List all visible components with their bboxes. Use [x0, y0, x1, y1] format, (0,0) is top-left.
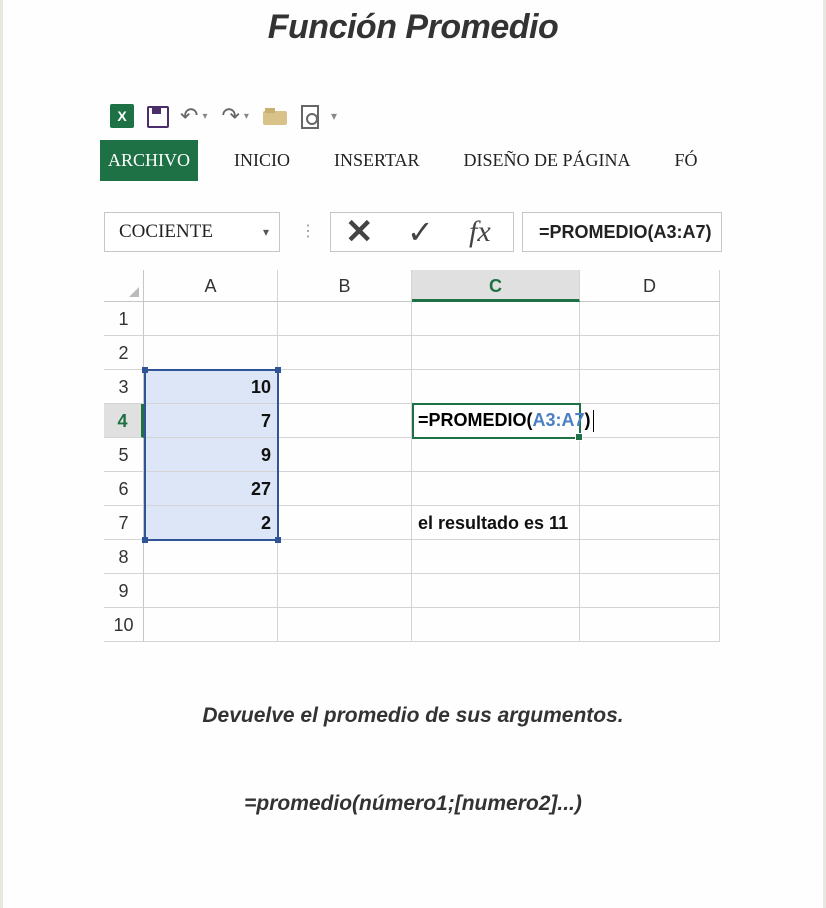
cell-d3[interactable] — [580, 370, 720, 404]
formula-input[interactable]: =PROMEDIO(A3:A7) — [522, 212, 722, 252]
cell-d6[interactable] — [580, 472, 720, 506]
undo-icon[interactable]: ↶ — [180, 103, 199, 128]
cell-c9[interactable] — [412, 574, 580, 608]
row-header-10[interactable]: 10 — [104, 608, 144, 642]
ribbon-tabs — [100, 138, 720, 182]
cell-a3[interactable]: 10 — [144, 370, 278, 404]
cell-a8[interactable] — [144, 540, 278, 574]
row-header-1[interactable]: 1 — [104, 302, 144, 336]
cell-b9[interactable] — [278, 574, 412, 608]
cell-a10[interactable] — [144, 608, 278, 642]
chevron-down-icon[interactable]: ▾ — [262, 225, 269, 239]
page-title: Función Promedio — [267, 8, 559, 46]
open-folder-icon[interactable] — [263, 107, 287, 125]
column-header-b[interactable]: B — [278, 270, 412, 302]
column-header-d[interactable]: D — [580, 270, 720, 302]
cell-b4[interactable] — [278, 404, 412, 438]
row-header-9[interactable]: 9 — [104, 574, 144, 608]
tab-diseno-de-pagina[interactable]: DISEÑO DE PÁGINA — [463, 149, 631, 170]
row-header-2[interactable]: 2 — [104, 336, 144, 370]
cell-d8[interactable] — [580, 540, 720, 574]
text-cursor — [593, 410, 594, 432]
tab-inicio[interactable]: INICIO — [234, 149, 291, 170]
name-box[interactable] — [104, 212, 280, 252]
redo-icon[interactable]: ↷ — [221, 103, 240, 128]
cell-c8[interactable] — [412, 540, 580, 574]
quick-access-toolbar — [110, 102, 351, 130]
row-header-6[interactable]: 6 — [104, 472, 144, 506]
excel-icon[interactable]: X — [110, 104, 134, 128]
cell-b2[interactable] — [278, 336, 412, 370]
fill-handle[interactable] — [575, 433, 583, 441]
column-header-a[interactable]: A — [144, 270, 278, 302]
left-border — [0, 0, 3, 908]
cell-d9[interactable] — [580, 574, 720, 608]
cancel-icon[interactable]: ✕ — [345, 213, 374, 251]
formula-suffix: ) — [584, 410, 591, 430]
cell-b10[interactable] — [278, 608, 412, 642]
cell-b5[interactable] — [278, 438, 412, 472]
cell-d2[interactable] — [580, 336, 720, 370]
cell-b3[interactable] — [278, 370, 412, 404]
customize-icon[interactable]: ▾ — [330, 109, 337, 123]
row-header-8[interactable]: 8 — [104, 540, 144, 574]
row-header-4[interactable]: 4 — [104, 404, 144, 438]
redo-dropdown-icon[interactable]: ▾ — [243, 110, 249, 122]
function-syntax: =promedio(número1;[numero2]...) — [244, 792, 582, 815]
cell-c5[interactable] — [412, 438, 580, 472]
select-all-corner[interactable] — [104, 270, 144, 302]
cell-a6[interactable]: 27 — [144, 472, 278, 506]
formula-buttons — [330, 212, 514, 252]
row-header-5[interactable]: 5 — [104, 438, 144, 472]
cell-c1[interactable] — [412, 302, 580, 336]
cell-d1[interactable] — [580, 302, 720, 336]
cell-a5[interactable]: 9 — [144, 438, 278, 472]
cell-c2[interactable] — [412, 336, 580, 370]
insert-function-icon[interactable]: fx — [469, 215, 491, 248]
cell-b6[interactable] — [278, 472, 412, 506]
cell-d10[interactable] — [580, 608, 720, 642]
cell-a1[interactable] — [144, 302, 278, 336]
row-header-7[interactable]: 7 — [104, 506, 144, 540]
enter-check-icon[interactable]: ✓ — [407, 214, 434, 250]
drag-handle-icon[interactable]: ⋮ — [300, 223, 316, 240]
cell-a9[interactable] — [144, 574, 278, 608]
cell-d4[interactable] — [580, 404, 720, 438]
column-header-c[interactable]: C — [412, 270, 580, 302]
cell-d7[interactable] — [580, 506, 720, 540]
cell-c6[interactable] — [412, 472, 580, 506]
cell-c7[interactable]: el resultado es 11 — [412, 506, 580, 540]
save-icon[interactable] — [146, 105, 168, 127]
tab-formulas[interactable]: FÓ — [674, 149, 698, 170]
cell-b8[interactable] — [278, 540, 412, 574]
cell-b1[interactable] — [278, 302, 412, 336]
row-header-3[interactable]: 3 — [104, 370, 144, 404]
tab-insertar[interactable]: INSERTAR — [334, 149, 420, 170]
cell-b7[interactable] — [278, 506, 412, 540]
active-cell-c4[interactable] — [412, 403, 591, 439]
undo-dropdown-icon[interactable]: ▾ — [202, 110, 208, 122]
cell-a4[interactable]: 7 — [144, 404, 278, 438]
cell-d5[interactable] — [580, 438, 720, 472]
formula-range-ref: A3:A7 — [532, 410, 585, 430]
cell-a2[interactable] — [144, 336, 278, 370]
cell-c10[interactable] — [412, 608, 580, 642]
cell-c3[interactable] — [412, 370, 580, 404]
formula-prefix: =PROMEDIO( — [418, 410, 533, 430]
tab-archivo[interactable]: ARCHIVO — [100, 140, 198, 181]
print-preview-icon[interactable] — [299, 104, 319, 128]
function-description: Devuelve el promedio de sus argumentos. — [202, 704, 624, 727]
spreadsheet-grid — [104, 270, 720, 642]
cell-a7[interactable]: 2 — [144, 506, 278, 540]
name-box-value: COCIENTE — [119, 221, 213, 242]
